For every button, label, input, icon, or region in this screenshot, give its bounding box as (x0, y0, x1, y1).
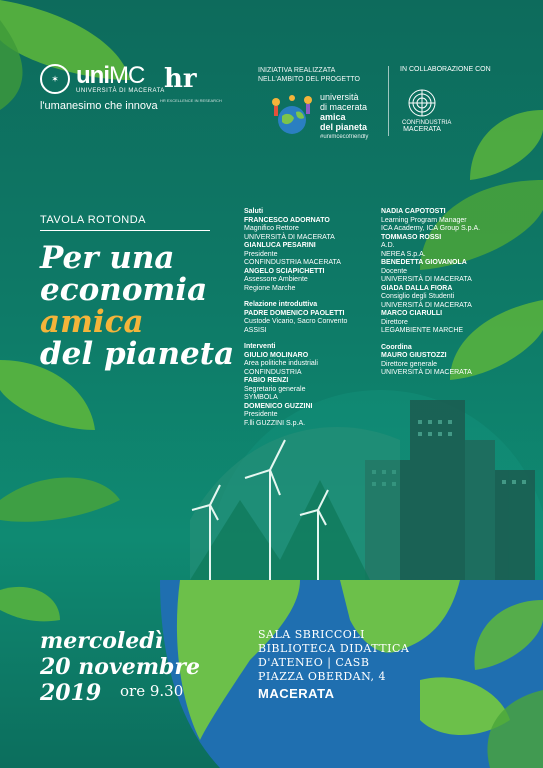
speaker-name: FRANCESCO ADORNATO (244, 216, 330, 224)
date-date: 20 novembre (40, 654, 200, 680)
date-day: mercoledì (40, 628, 164, 654)
speaker-detail: UNIVERSITÀ DI MACERATA (244, 233, 335, 241)
unimc-subtitle: UNIVERSITÀ DI MACERATA (76, 88, 165, 94)
confindustria-label: CONFINDUSTRIA (402, 120, 452, 126)
project-hashtag: #unimcecofriendly (320, 134, 369, 140)
speaker-name: PADRE DOMENICO PAOLETTI (244, 309, 345, 317)
speaker-detail: Presidente (244, 411, 278, 418)
title-line4: del pianeta (40, 336, 235, 372)
planet-logo-icon (266, 92, 318, 136)
confindustria-icon (404, 88, 440, 118)
speaker-role-heading: Coordina (381, 343, 412, 351)
project-logo-text (320, 92, 367, 132)
speaker-name: MARCO CIARULLI (381, 310, 443, 317)
speaker-detail: Magnifico Rettore (244, 225, 299, 232)
leaf-top-right (470, 110, 543, 180)
venue-line3: D'ATENEO | CASB (258, 656, 370, 669)
speaker-detail: CONFINDUSTRIA (244, 368, 302, 376)
speaker-role-heading: Relazione introduttiva (244, 301, 318, 308)
speaker-detail: UNIVERSITÀ DI MACERATA (381, 301, 472, 309)
speaker-detail: Direttore generale (381, 360, 438, 368)
speakers-left (244, 208, 374, 428)
date-year: 2019 (40, 680, 102, 706)
title-line1: Per una (40, 240, 175, 276)
speaker-name: MAURO GIUSTOZZI (381, 352, 447, 359)
event-kind: TAVOLA ROTONDA (40, 214, 147, 226)
unimc-word-thin: MC (109, 62, 145, 89)
speaker-detail: Area politiche industriali (244, 360, 318, 367)
seal-icon: ✶ (40, 64, 70, 94)
speaker-detail: Consiglio degli Studenti (381, 293, 455, 300)
title-line3: amica (40, 304, 144, 340)
speaker-name: ANGELO SCIAPICHETTI (244, 267, 325, 275)
speaker-role-heading: Saluti (244, 208, 264, 215)
title-line2: economia (40, 272, 208, 308)
event-title (40, 242, 234, 370)
speaker-role-heading: Interventi (244, 343, 276, 350)
venue-line2: BIBLIOTECA DIDATTICA (258, 642, 410, 655)
project-logo-line3: amica (320, 112, 346, 122)
project-logo-line2: di macerata (320, 102, 368, 112)
speaker-detail: ICA Academy, ICA Group S.p.A. (381, 225, 481, 232)
speaker-detail: A.D. (381, 242, 395, 249)
speaker-name: GIADA DALLA FIORA (381, 284, 453, 292)
project-logo-line4: del pianeta (320, 122, 368, 132)
speaker-detail: Assessore Ambiente (244, 276, 308, 283)
venue (258, 628, 409, 684)
speaker-name: FABIO RENZI (244, 377, 289, 384)
leaf-left-lower (0, 478, 120, 522)
unimc-word-bold: uni (76, 62, 109, 89)
hr-logo: hr (164, 64, 197, 94)
speaker-name: GIANLUCA PESARINI (244, 242, 316, 249)
tagline: l'umanesimo che innova (40, 100, 158, 112)
event-time: ore 9.30 (120, 682, 184, 700)
speaker-detail: Custode Vicario, Sacro Convento (244, 318, 348, 325)
divider (388, 66, 389, 136)
speaker-detail: Regione Marche (244, 284, 296, 292)
speaker-name: BENEDETTA GIOVANOLA (381, 259, 467, 266)
hr-subtitle: HR EXCELLENCE IN RESEARCH (160, 98, 222, 103)
speaker-name: TOMMASO ROSSI (381, 233, 442, 241)
project-label-line2: NELL'AMBITO DEL PROGETTO (258, 76, 360, 83)
speaker-detail: Docente (381, 267, 408, 275)
speaker-detail: LEGAMBIENTE MARCHE (381, 327, 464, 334)
venue-line4: PIAZZA OBERDAN, 4 (258, 670, 387, 683)
confindustria-logo (402, 88, 452, 133)
speaker-detail: UNIVERSITÀ DI MACERATA (381, 369, 472, 376)
speaker-detail: F.lli GUZZINI S.p.A. (244, 419, 306, 427)
speaker-detail: CONFINDUSTRIA MACERATA (244, 259, 341, 266)
speaker-detail: NEREA S.p.A. (381, 250, 426, 258)
speaker-detail: ASSISI (244, 326, 267, 334)
speaker-detail: Direttore (381, 318, 408, 326)
speaker-name: GIULIO MOLINARO (244, 351, 309, 359)
speaker-detail: Presidente (244, 250, 278, 258)
project-label (258, 66, 360, 84)
project-label-line1: INIZIATIVA REALIZZATA (258, 67, 336, 74)
speakers-right (381, 208, 521, 378)
confindustria-city: MACERATA (403, 126, 441, 133)
title-rule (40, 230, 210, 231)
speaker-name: DOMENICO GUZZINI (244, 402, 313, 410)
speaker-detail: SYMBOLA (244, 394, 278, 401)
venue-city: MACERATA (258, 686, 335, 701)
leaf-bottom-left (0, 587, 60, 621)
collaboration-label: IN COLLABORAZIONE CON (400, 66, 491, 73)
speaker-detail: Learning Program Manager (381, 216, 467, 224)
speaker-name: NADIA CAPOTOSTI (381, 208, 446, 215)
speaker-detail: UNIVERSITÀ DI MACERATA (381, 276, 472, 283)
speaker-detail: Segretario generale (244, 385, 306, 393)
project-logo-line1: università (320, 92, 359, 102)
unimc-logo (40, 64, 165, 94)
venue-line1: SALA SBRICCOLI (258, 628, 365, 641)
